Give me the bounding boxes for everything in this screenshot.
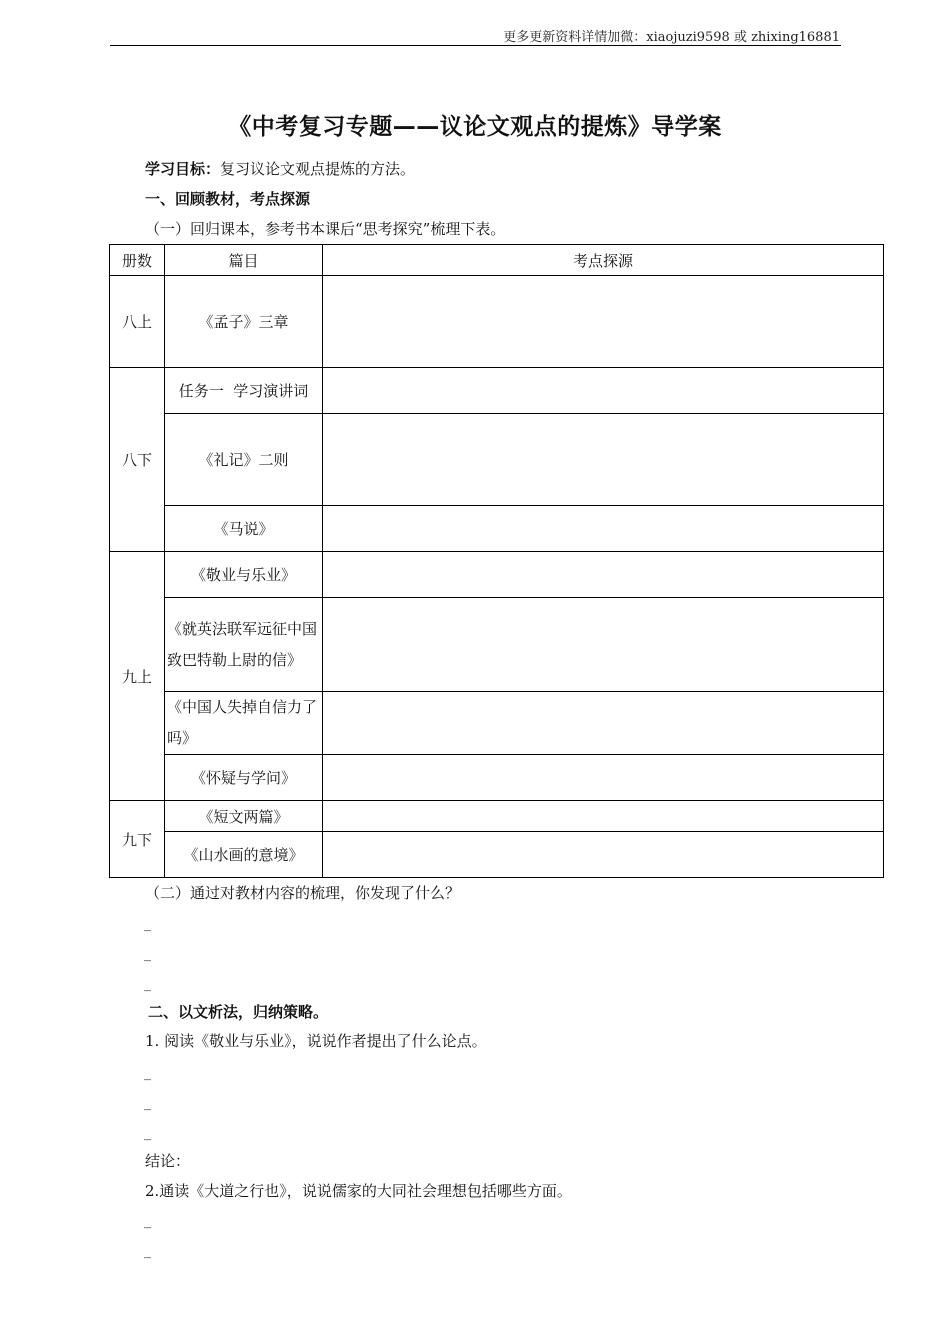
table-row	[110, 598, 884, 692]
answer-blank[interactable]: _	[144, 1065, 151, 1081]
answer-cell[interactable]	[323, 506, 884, 552]
volume-cell: 八上	[110, 276, 165, 368]
title-cell: 《怀疑与学问》	[165, 755, 323, 801]
table-header-row	[110, 245, 884, 276]
table-row	[110, 276, 884, 368]
col-header-source: 考点探源	[323, 245, 884, 276]
volume-cell: 九下	[110, 801, 165, 878]
answer-blank[interactable]: _	[144, 946, 151, 962]
title-cell: 《中国人失掉自信力了吗》	[165, 692, 323, 755]
volume-cell: 八下	[110, 368, 165, 552]
title-cell: 《短文两篇》	[165, 801, 323, 832]
answer-blank[interactable]: _	[144, 1125, 151, 1141]
table-row	[110, 552, 884, 598]
title-cell: 《礼记》二则	[165, 414, 323, 506]
table-row	[110, 832, 884, 878]
learning-objective	[145, 158, 415, 179]
section1-sub1: （一）回归课本，参考书本课后“思考探究”梳理下表。	[145, 220, 506, 238]
question-2: 2.通读《大道之行也》，说说儒家的大同社会理想包括哪些方面。	[145, 1182, 572, 1200]
answer-cell[interactable]	[323, 801, 884, 832]
review-table	[109, 244, 884, 878]
question-1: 1. 阅读《敬业与乐业》，说说作者提出了什么论点。	[145, 1032, 487, 1050]
answer-cell[interactable]	[323, 368, 884, 414]
section1-heading: 一、回顾教材，考点探源	[145, 190, 311, 208]
answer-blank[interactable]: _	[144, 1243, 151, 1259]
page-title: 《中考复习专题——议论文观点的提炼》导学案	[228, 114, 722, 140]
answer-blank[interactable]: _	[144, 916, 151, 932]
answer-cell[interactable]	[323, 552, 884, 598]
answer-cell[interactable]	[323, 414, 884, 506]
table-row	[110, 506, 884, 552]
answer-cell[interactable]	[323, 832, 884, 878]
section2-heading: 二、以文析法，归纳策略。	[148, 1003, 329, 1021]
title-cell: 《敬业与乐业》	[165, 552, 323, 598]
answer-blank[interactable]: _	[144, 976, 151, 992]
table-row	[110, 801, 884, 832]
answer-cell[interactable]	[323, 755, 884, 801]
answer-blank[interactable]: _	[144, 1095, 151, 1111]
objective-text: 复习议论文观点提炼的方法。	[220, 160, 416, 178]
table-row	[110, 692, 884, 755]
header-rule	[110, 45, 841, 46]
table-row	[110, 414, 884, 506]
conclusion-label: 结论：	[145, 1152, 191, 1170]
volume-cell: 九上	[110, 552, 165, 801]
section1-sub2: （二）通过对教材内容的梳理，你发现了什么？	[145, 884, 461, 902]
objective-label: 学习目标：	[145, 160, 221, 178]
col-header-title: 篇目	[165, 245, 323, 276]
table-row	[110, 368, 884, 414]
table-row	[110, 755, 884, 801]
answer-cell[interactable]	[323, 692, 884, 755]
title-cell: 《马说》	[165, 506, 323, 552]
title-cell: 任务一 学习演讲词	[165, 368, 323, 414]
title-cell: 《山水画的意境》	[165, 832, 323, 878]
header-note: 更多更新资料详情加微：xiaojuzi9598 或 zhixing16881	[503, 30, 840, 45]
answer-cell[interactable]	[323, 598, 884, 692]
title-cell: 《就英法联军远征中国致巴特勒上尉的信》	[165, 598, 323, 692]
answer-cell[interactable]	[323, 276, 884, 368]
col-header-volume: 册数	[110, 245, 165, 276]
answer-blank[interactable]: _	[144, 1213, 151, 1229]
title-cell: 《孟子》三章	[165, 276, 323, 368]
